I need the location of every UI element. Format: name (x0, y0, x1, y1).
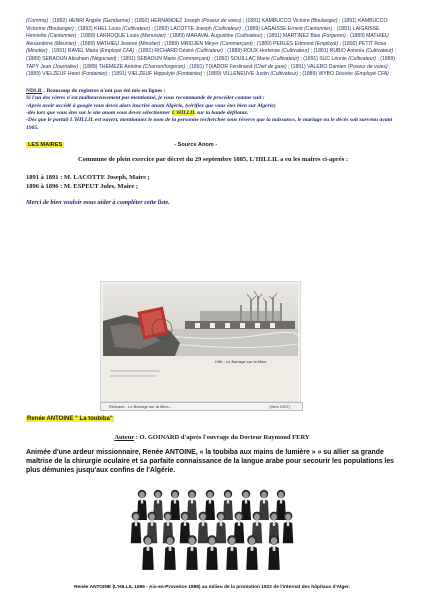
person-name-text: ; (1891) KAMBUCCO Victorine (26, 18, 388, 32)
mayors-list (26, 173, 400, 191)
renee-heading: Renée ANTOINE " La toubiba" (27, 416, 113, 422)
ndlr-line-2: Si l'un des vôtres n'est malheureusement pas mentionné, je vous recommande de procéder comme suit : (26, 95, 265, 102)
ndlr-line-4a: -dès lors que vous êtes sur le site anom vous devez sélectionner (26, 109, 172, 116)
profession-text: (Cultivateur) (365, 48, 394, 55)
person-name-text: ; (1891) RICHARD Désiré (134, 48, 196, 55)
person-figure (268, 535, 280, 570)
ndlr-highlight-hillil: L'HILLIL (171, 109, 196, 116)
ndlr-line-4b: sur la bande défilante. (195, 109, 249, 116)
profession-text: (Charron/forgeron) (142, 63, 186, 70)
person-name-text: ; (1889) PERLES Edmond (252, 40, 315, 47)
ndlr-line-3: -Après avoir accédé à google vous devez alors inscrire anom Algérie, (vérifiez que vous êtes bien sur Algérie) (26, 102, 276, 109)
person-name-text: ; (1889) VIELZEUF Henri (26, 63, 391, 78)
person-name-text: ; (1891) VIELZEUF Hippolyte (107, 71, 177, 78)
person-name-text: ; (1892) HERNANDEZ Joseph (130, 18, 202, 24)
profession-text: (Menuisier) (140, 33, 166, 40)
profession-text: (Cultivateur) (122, 25, 151, 32)
person-name-text: ; (1892) LACOTTE Joseph (150, 25, 214, 32)
profession-text: (Poseur de voies) (201, 18, 242, 24)
profession-text: (Boulanger) (47, 25, 74, 32)
ndlr-line-5: -Dès que le portail L'HILLIL est ouvert, mentionnez le nom de la personne recherchée sous réserve que la naissance, le mariage ou le décès soit survenu avant 1905. (26, 117, 393, 131)
person-name-text: ; (1889) TAPY Jean (26, 55, 395, 70)
births-list-paragraph (26, 18, 400, 79)
profession-text: (Fontainier) (176, 71, 203, 78)
postcard-barrage-image (100, 281, 301, 402)
person-figure (206, 535, 218, 570)
postcard-handwriting: Hillil - Le Barrage sur la Mina (215, 359, 267, 364)
person-figure (142, 535, 154, 570)
person-name-text: ; (1891) MARTINEZ Blas (262, 33, 322, 40)
profession-text: (Gendarme) (102, 18, 131, 24)
profession-text: (Cultivateur) (234, 33, 263, 40)
page-content (26, 18, 400, 206)
maires-header (26, 142, 400, 148)
auteur-line (0, 434, 424, 441)
maires-source: - Source Anom - (174, 142, 218, 149)
person-figure (246, 535, 258, 570)
person-name-text: ; (1891) SUC Léonie (298, 55, 349, 62)
person-name-text: ; (1891) VALERO Damien (286, 63, 348, 70)
profession-text: (Journalier) (52, 63, 79, 70)
profession-text: (Minotier) (26, 48, 48, 55)
auteur-rest: : O. GOINARD d'après l'ouvrage du Docteur Raymond FERY (134, 434, 310, 441)
profession-text: (Boulanger) (311, 18, 338, 24)
profession-text: (Cantonnier) (48, 33, 77, 40)
person-name-text: ; (1891) RUBIO Antonia (309, 48, 366, 55)
person-name-text: ; (1889) WYBO Désirée (298, 71, 355, 78)
profession-text: (Cultivateur) (270, 71, 299, 78)
auteur-label: Auteur (114, 434, 135, 441)
person-name-text: ; (1889) ROUX Hortense (222, 48, 282, 55)
postcard-caption-right: (Vers 1907) (269, 404, 290, 409)
renee-bio: Animée d'une ardeur missionnaire, Renée ANTOINE, « la toubiba aux mains de lumière » » su allier sa grande maîtrise de la chirurgie oculaire et sa parfaite connaissance de la langue arabe pour secourir les populations les plus démunies jusqu'aux confins de l'Algérie. (26, 449, 395, 474)
profession-text: (Cultivateur) (281, 48, 310, 55)
person-name-text: ; (388, 71, 392, 78)
ndlr-heading: NDLR (26, 87, 42, 94)
mayor-item: 1896 à 1896 : M. ESPEUT Jules, Maire ; (26, 183, 139, 191)
person-name-text: ; (1889) THEMEZE Antoine (78, 63, 143, 70)
person-name-text: ; (1892) HENRI Angèle (48, 18, 103, 24)
person-figure (186, 535, 198, 570)
postcard-caption (100, 402, 303, 411)
profession-text: (Commerçant) (220, 40, 253, 47)
profession-text: (Négociant) (90, 55, 117, 62)
person-name-text: ; (1891) SEBAOUN Marie (116, 55, 178, 62)
person-figure (216, 512, 227, 544)
person-name-text: ; (1892) PETIT Rosa (338, 40, 387, 47)
profession-text: (Cultivateur) (271, 55, 299, 62)
mayor-item: 1891 à 1891 : M. LACOTTE Joseph, Maire ; (26, 174, 150, 182)
person-figure (226, 535, 238, 570)
profession-text: (Cultivateur) (213, 25, 241, 32)
person-name-text: ; (1891) LAIGAISSE Henriette (26, 25, 380, 40)
person-name-text: ; (1892) KHEL Louis (73, 25, 123, 32)
profession-text: (Chef de gare) (253, 63, 287, 70)
person-name-text: ; (1891) TIXADOR Ferdinand (185, 63, 254, 70)
profession-text: (Commerçant) (177, 55, 211, 62)
person-name-text: ; (1889) LAGAISSE Ernest (240, 25, 305, 32)
profession-text: (Employé CFA) (354, 71, 389, 78)
person-name-text: ; (1891) RAVEL Maria (47, 48, 100, 55)
person-name-text: ; (1889) MATHIEU Jeanne (76, 40, 139, 47)
profession-text: (Meunier) (54, 40, 77, 47)
person-name-text: ; (1892) SOUILLAC Marie (210, 55, 272, 62)
person-name-text: ; (1889) LARROQUE Louis (76, 33, 141, 40)
profession-text: (Commis) (26, 18, 49, 24)
profession-text: (Cultivateur) (348, 55, 376, 62)
person-figure (164, 535, 176, 570)
profession-text: (Cantonnier) (304, 25, 333, 32)
postcard-caption-left: Relizane - Le Barrage sur la Mina - (109, 404, 172, 409)
person-name-text: ; (1889) MARAVAL Augustine (165, 33, 235, 40)
profession-text: (Minotier) (138, 40, 161, 47)
help-request: Merci de bien vouloir nous aider à compléter cette liste. (26, 199, 170, 207)
photo-caption: Renée ANTOINE (L'HILLIL 1896 - Aix-en-Provence 1988) au milieu de la promotion 1922 de l'internat des hôpitaux d'Alger. (74, 585, 350, 590)
commune-statement: Commune de plein exercice par décret du 29 septembre 1885, L'HILLIL a eu les maires ci-après : (77, 156, 349, 164)
promotion-group-photo (128, 482, 294, 578)
person-figure (131, 512, 142, 544)
profession-text: (Cultivateur) (195, 48, 223, 55)
person-name-text: ; (1889) SEBAOUN Abraham (26, 48, 397, 62)
profession-text: (Forgeron) (321, 33, 346, 40)
profession-text: (Employé) (315, 40, 339, 47)
ndlr-note (26, 88, 400, 132)
person-name-text: ; (1889) MATHIEU Alexandrine (26, 33, 389, 47)
ndlr-heading-rest: : Beaucoup de registres n'ont pas été mis en lignes : (41, 87, 166, 94)
person-name-text: ; (1889) VILLENEUVE Justin (202, 71, 271, 78)
person-name-text: ; (1889) MRIDJEN Meyer (160, 40, 221, 47)
person-name-text: ; (1891) KAMBUCCO Victoire (241, 18, 312, 24)
profession-text: (Fontainier) (81, 71, 108, 78)
maires-heading: LES MAIRES (28, 142, 63, 149)
profession-text: (Poseur de voies) (347, 63, 388, 70)
profession-text: (Employé CFA) (99, 48, 135, 55)
person-figure (198, 512, 209, 544)
person-figure (283, 512, 294, 544)
